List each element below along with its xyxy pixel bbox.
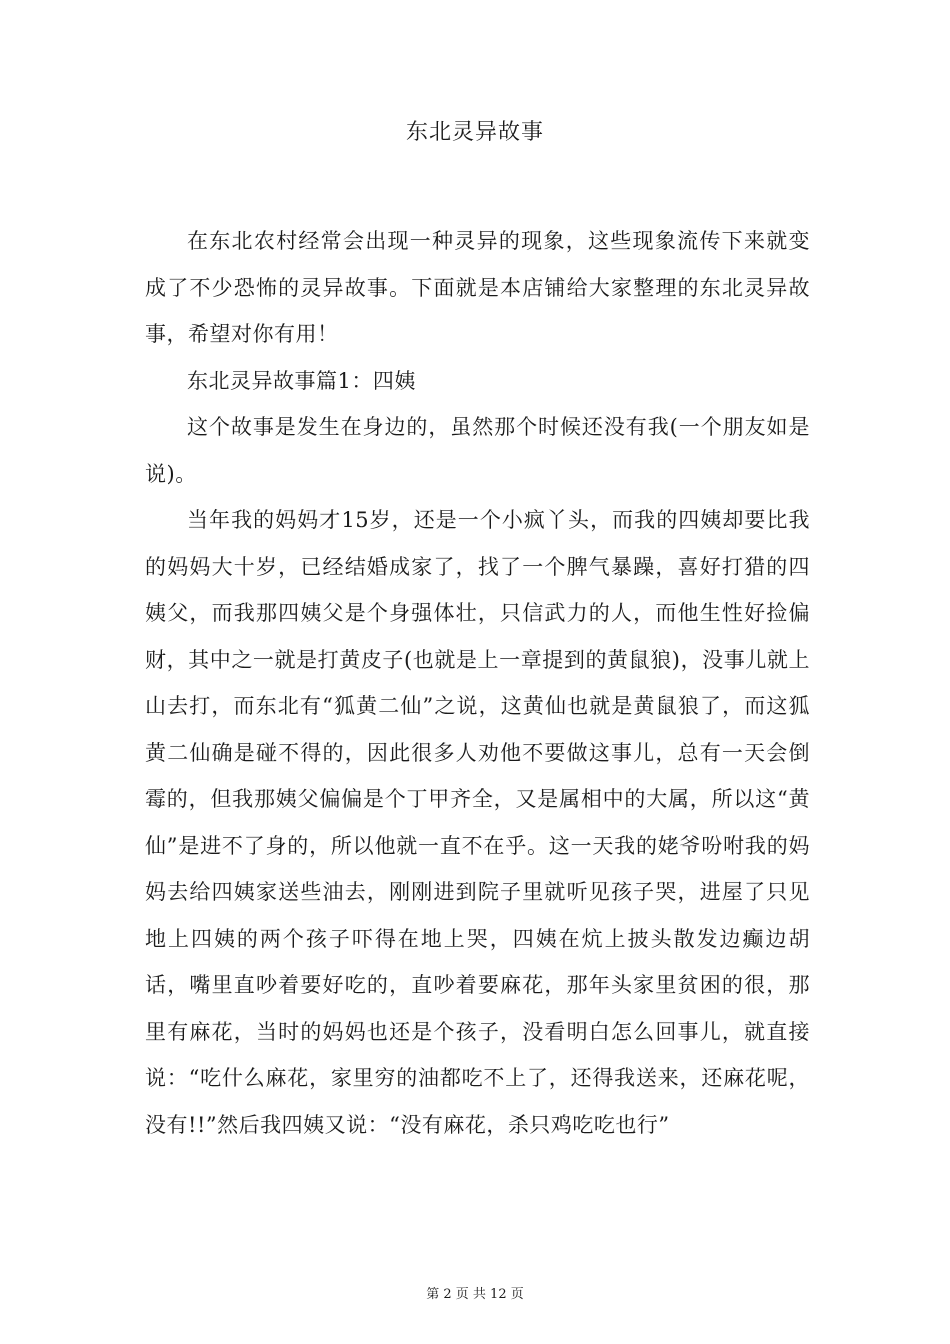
document-title: 东北灵异故事 [405,120,544,145]
intro-paragraph: 在东北农村经常会出现一种灵异的现象，这些现象流传下来就变成了不少恐怖的灵异故事。下面就是本店铺给大家整理的东北灵异故事，希望对你有用！ [145,229,810,346]
story-paragraph: 当年我的妈妈才15岁，还是一个小疯丫头，而我的四姨却要比我的妈妈大十岁，已经结婚成家了，找了一个脾气暴躁，喜好打猎的四姨父，而我那四姨父是个身强体壮，只信武力的人，而他生性好捡偏财，其中之一就是打黄皮子(也就是上一章提到的黄鼠狼)，没事儿就上山去打，而东北有“狐黄二仙”之说，这黄仙也就是黄鼠狼了，而这狐黄二仙确是碰不得的，因此很多人劝他不要做这事儿，总有一天会倒霉的，但我那姨父偏偏是个丁甲齐全，又是属相中的大属，所以这“黄仙”是进不了身的，所以他就一直不在乎。这一天我的姥爷吩咐我的妈妈去给四姨家送些油去，刚刚进到院子里就听见孩子哭，进屋了只见地上四姨的两个孩子吓得在地上哭，四姨在炕上披头散发边癫边胡话，嘴里直吵着要好吃的，直吵着要麻花，那年头家里贫困的很，那里有麻花，当时的妈妈也还是个孩子，没看明白怎么回事儿，就直接说：“吃什么麻花，家里穷的油都吃不上了，还得我送来，还麻花呢，没有!!”然后我四姨又说：“没有麻花，杀只鸡吃吃也行” [145,508,810,1137]
story-paragraph: 这个故事是发生在身边的，虽然那个时候还没有我(一个朋友如是说)。 [145,415,810,486]
document-body [145,218,810,1148]
section-heading: 东北灵异故事篇1：四姨 [187,368,416,393]
page-number-footer: 第 2 页 共 12 页 [426,1287,524,1302]
